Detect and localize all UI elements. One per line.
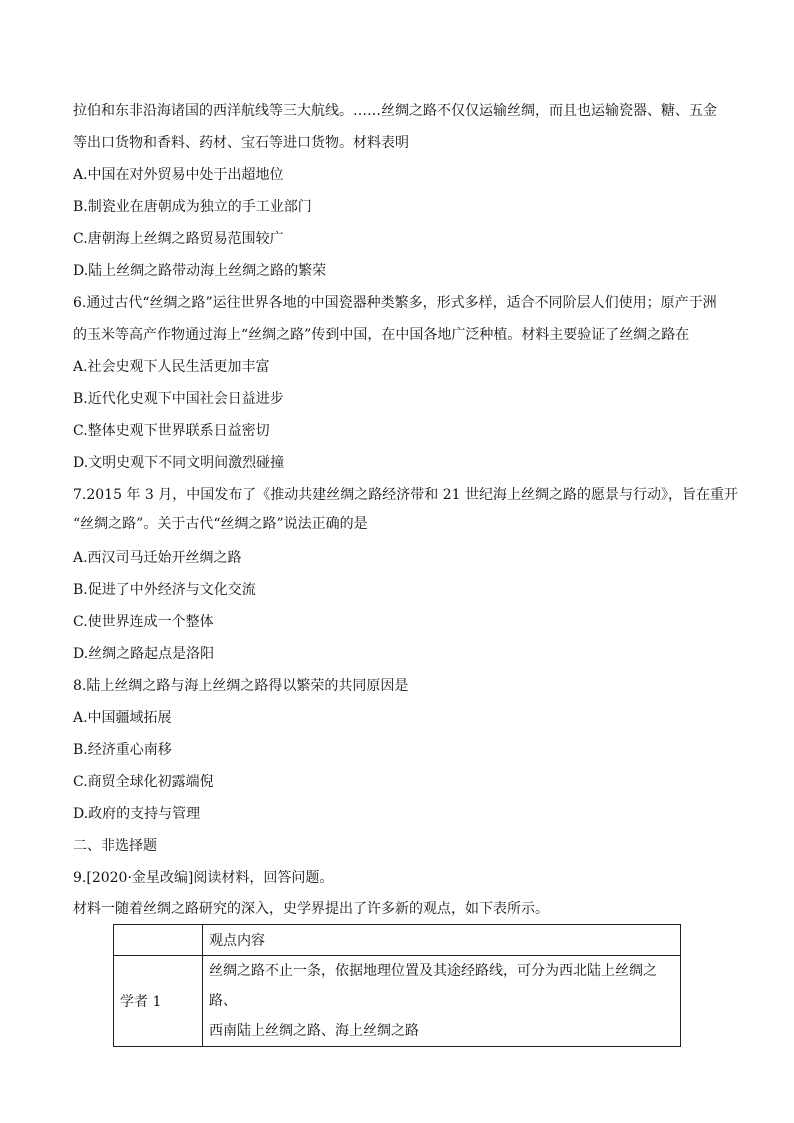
table-header-viewpoint: 观点内容 — [203, 925, 681, 956]
q6-option-c: C.整体史观下世界联系日益密切 — [73, 423, 270, 439]
q6-stem-line-2: 的玉米等高产作物通过海上“丝绸之路”传到中国，在中国各地广泛种植。材料主要验证了丝绸之路在 — [73, 327, 690, 343]
section-heading: 二、非选择题 — [73, 838, 157, 854]
q6-option-b: B.近代化史观下中国社会日益进步 — [73, 391, 284, 407]
q8-option-a: A.中国疆域拓展 — [73, 710, 172, 726]
table-cell-content-line-1: 丝绸之路不止一条，依据地理位置及其途经路线，可分为西北陆上丝绸之路、 — [209, 963, 657, 1009]
q6-option-a: A.社会史观下人民生活更加丰富 — [73, 359, 270, 375]
q7-option-b: B.促进了中外经济与文化交流 — [73, 582, 256, 598]
viewpoints-table — [113, 924, 681, 1047]
passage-line-1: 拉伯和东非沿海诸国的西洋航线等三大航线。……丝绸之路不仅仅运输丝绸，而且也运输瓷器、糖、五金 — [73, 103, 717, 119]
q8-option-d: D.政府的支持与管理 — [73, 806, 201, 822]
q5-option-a: A.中国在对外贸易中处于出超地位 — [73, 167, 284, 183]
passage-line-2: 等出口货物和香料、药材、宝石等进口货物。材料表明 — [73, 135, 409, 151]
q7-option-a: A.西汉司马迁始开丝绸之路 — [73, 550, 242, 566]
q7-option-d: D.丝绸之路起点是洛阳 — [73, 646, 215, 662]
table-cell-content-line-2: 西南陆上丝绸之路、海上丝绸之路 — [209, 1023, 419, 1039]
q5-option-d: D.陆上丝绸之路带动海上丝绸之路的繁荣 — [73, 263, 327, 279]
q8-option-b: B.经济重心南移 — [73, 742, 172, 758]
q7-option-c: C.使世界连成一个整体 — [73, 614, 214, 630]
q6-stem-line-1: 6.通过古代“丝绸之路”运往世界各地的中国瓷器种类繁多，形式多样，适合不同阶层人们使用；原产于洲 — [73, 295, 717, 311]
table-row — [114, 956, 681, 1047]
table-header-corner — [114, 925, 203, 956]
q5-option-c: C.唐朝海上丝绸之路贸易范围较广 — [73, 231, 284, 247]
table-cell-scholar: 学者 1 — [114, 956, 203, 1047]
q8-stem: 8.陆上丝绸之路与海上丝绸之路得以繁荣的共同原因是 — [73, 678, 409, 694]
table-cell-content — [203, 956, 681, 1047]
q7-stem-line-2: “丝绸之路”。关于古代“丝绸之路”说法正确的是 — [73, 516, 368, 532]
table-header-row — [114, 925, 681, 956]
q9-stem: 9.[2020·金星改编]阅读材料，回答问题。 — [73, 870, 334, 886]
q9-material-intro: 材料一随着丝绸之路研究的深入，史学界提出了许多新的观点，如下表所示。 — [73, 901, 549, 917]
q6-option-d: D.文明史观下不同文明间激烈碰撞 — [73, 455, 285, 471]
q7-stem-line-1: 7.2015 年 3 月，中国发布了《推动共建丝绸之路经济带和 21 世纪海上丝绸之路的愿景与行动》，旨在重开 — [73, 487, 738, 503]
q5-option-b: B.制瓷业在唐朝成为独立的手工业部门 — [73, 199, 312, 215]
q8-option-c: C.商贸全球化初露端倪 — [73, 774, 214, 790]
